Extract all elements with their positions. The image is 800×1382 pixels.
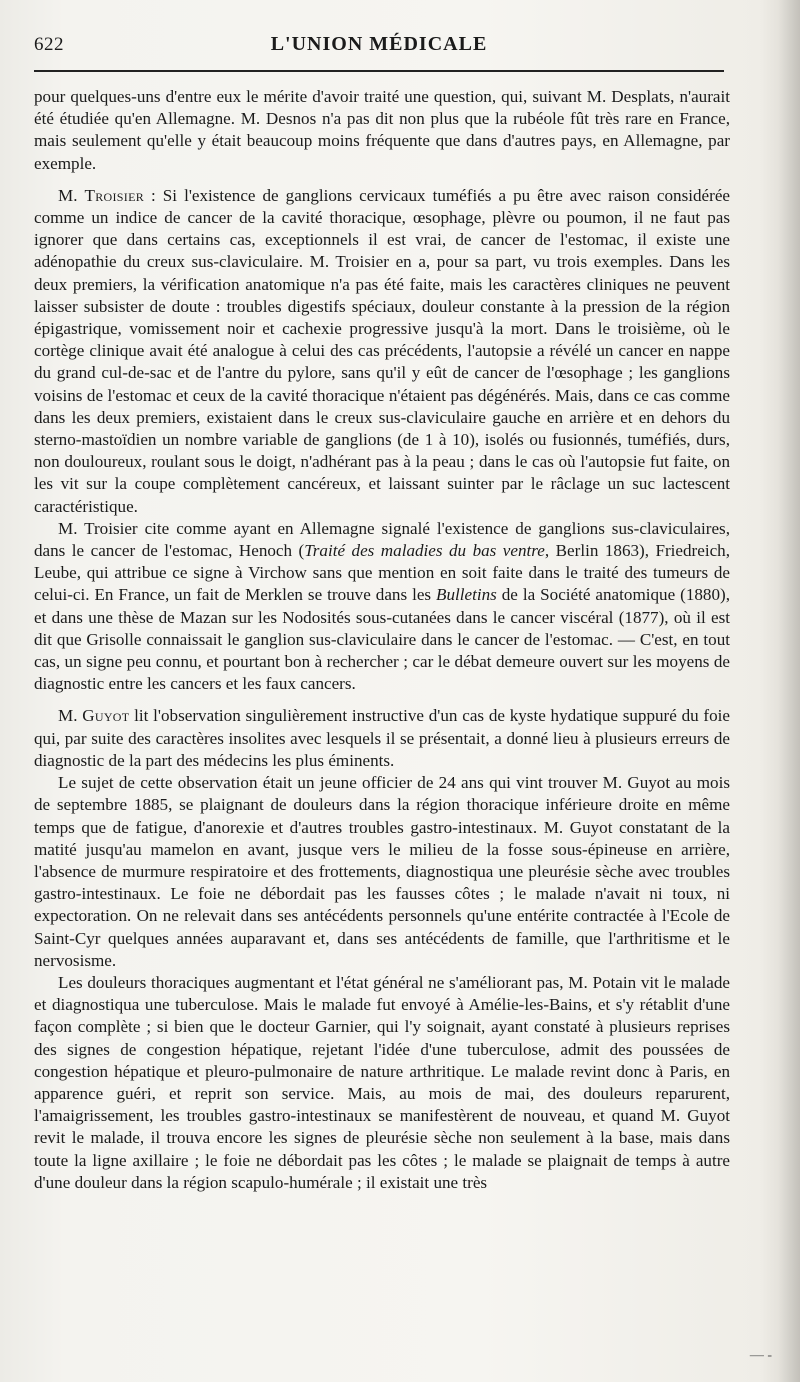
paragraph-2-text: : Si l'existence de ganglions cervicaux tuméfiés a pu être avec raison considérée comme un indice de cancer de la cavité thoracique, œsophage, plèvre ou poumon, il ne faut pas ignorer que dans certains cas, exceptionnels il est vrai, de cancer de l'estomac, il existe une adénopathie du creux sus-claviculaire. M. Troisier en a, pour sa part, vu trois exemples. Dans les deux premiers, la vérification anatomique n'a pas été faite, mais les caractères cliniques ne peuvent laisser subsister de doute : troubles digestifs spéciaux, douleur constante à la pression de la région épigastrique, vomissement noir et cachexie progressive jusqu'à la mort. Dans le troisième, où le cortège clinique avait été analogue à celui des cas précédents, l'autopsie a révélé un cancer en nappe du grand cul-de-sac et de l'antre du pylore, sans qu'il y eût de cancer de l'œsophage ; les ganglions voisins de l'estomac et ceux de la cavité thoracique n'étaient pas dégénérés. Mais, dans ce cas comme dans les deux premiers, existaient dans le creux sus-claviculaire gauche en arrière et en dehors du sterno-mastoïdien un nombre variable de ganglions (de 1 à 10), isolés ou fusionnés, tuméfiés, durs, non douloureux, roulant sous le doigt, n'adhérant pas à la peau ; dans le cas où l'autopsie fut faite, on les vit sur la coupe complètement cancéreux, et laissant suinter par le râclage un suc lactescent caractéristique. (34, 185, 731, 516)
page-number: 622 (34, 34, 64, 55)
article-body (34, 86, 730, 1194)
speaker-prefix: M. (58, 185, 85, 205)
paragraph-2 (34, 185, 730, 518)
journal-title: L'UNION MÉDICALE (270, 33, 488, 55)
paragraph-4 (34, 705, 730, 772)
paragraph-6: Les douleurs thoraciques augmentant et l'état général ne s'améliorant pas, M. Potain vit le malade et diagnostiqua une tuberculose. Mais le malade fut envoyé à Amélie-les-Bains, et s'y rétablit d'une façon complète ; si bien que le docteur Garnier, qui l'y soignait, ayant constaté à plusieurs reprises des signes de congestion hépatique, rejetant l'idée d'une tuberculose, admit des poussées de congestion hépatique et pleuro-pulmonaire de nature arthritique. Le malade revint donc à Paris, en apparence guéri, et reprit son service. Mais, au mois de mai, des douleurs reparurent, l'amaigrissement, les troubles gastro-intestinaux se manifestèrent de nouveau, et quand M. Guyot revit le malade, il trouva encore les signes de pleurésie sèche non seulement à la base, mais dans toute la ligne axillaire ; le foie ne débordait pas les côtes ; le malade se plaignait de temps à autre d'une douleur dans la région scapulo-humérale ; il existait une très (34, 972, 730, 1192)
paragraph-5: Le sujet de cette observation était un jeune officier de 24 ans qui vint trouver M. Guyot au mois de septembre 1885, se plaignant de douleurs dans la région thoracique inférieure droite en même temps que de fatigue, d'anorexie et d'autres troubles gastro-intestinaux. M. Guyot constatant de la matité jusqu'au mamelon en avant, jusque vers le milieu de la fosse sous-épineuse en arrière, l'absence de murmure respiratoire et des frottements, diagnostiqua une pleurésie sèche avec troubles gastro-intestinaux. Le foie ne débordait pas les fausses côtes ; le malade n'avait ni toux, ni expectoration. On ne relevait dans ses antécédents personnels qu'une entérite contractée à l'Ecole de Saint-Cyr quelques années auparavant et, dans ses antécédents de famille, que l'arthritisme et le nervosisme. (34, 773, 730, 970)
speaker-prefix: M. (58, 706, 83, 726)
paragraph-1: pour quelques-uns d'entre eux le mérite d'avoir traité une question, qui, suivant M. Desplats, n'aurait été étudiée qu'en Allemagne. M. Desnos n'a pas dit non plus que la rubéole fût très rare en France, mais seulement qu'elle y était beaucoup moins fréquente que dans d'autres pays, en Allemagne, par exemple. (34, 87, 730, 173)
paragraph-3-part-b: , Berlin 1863), Friedreich, Leube, qui attribue ce signe à Virchow sans que mention en soit faite dans le traité des tumeurs de celui-ci. En France, un fait de Merklen se trouve dans les (34, 541, 730, 605)
speaker-name-troisier: Troisier (84, 185, 145, 205)
header-rule (34, 70, 724, 72)
running-head (34, 30, 724, 62)
paragraph-4-text: lit l'observation singulièrement instructive d'un cas de kyste hydatique suppuré du foie qui, par suite des caractères insolites avec lesquels il se présentait, a donné lieu à plusieurs erreurs de diagnostic de la part des médecins les plus éminents. (34, 706, 731, 770)
paragraph-3-part-a: M. Troisier cite comme ayant en Allemagne signalé l'existence de ganglions sus-claviculaires, dans le cancer de l'estomac, Henoch ( (34, 518, 730, 561)
paragraph-3-part-c: de la Société anatomique (1880), et dans une thèse de Mazan sur les Nodosités sous-cutanées dans le cancer viscéral (1877), où il est dit que Grisolle connaissait le ganglion sus-claviculaire dans le cancer de l'estomac. — C'est, en tout cas, un signe peu connu, et pourtant bon à rechercher ; car le débat demeure ouvert sur les moyens de diagnostic entre les cancers et les faux cancers. (34, 585, 730, 694)
paragraph-3 (34, 518, 730, 696)
citation-bulletins: Bulletins (436, 585, 497, 605)
corner-mark: — - (749, 1348, 772, 1363)
citation-title: Traité des maladies du bas ventre (304, 541, 545, 561)
speaker-name-guyot: Guyot (82, 706, 130, 726)
